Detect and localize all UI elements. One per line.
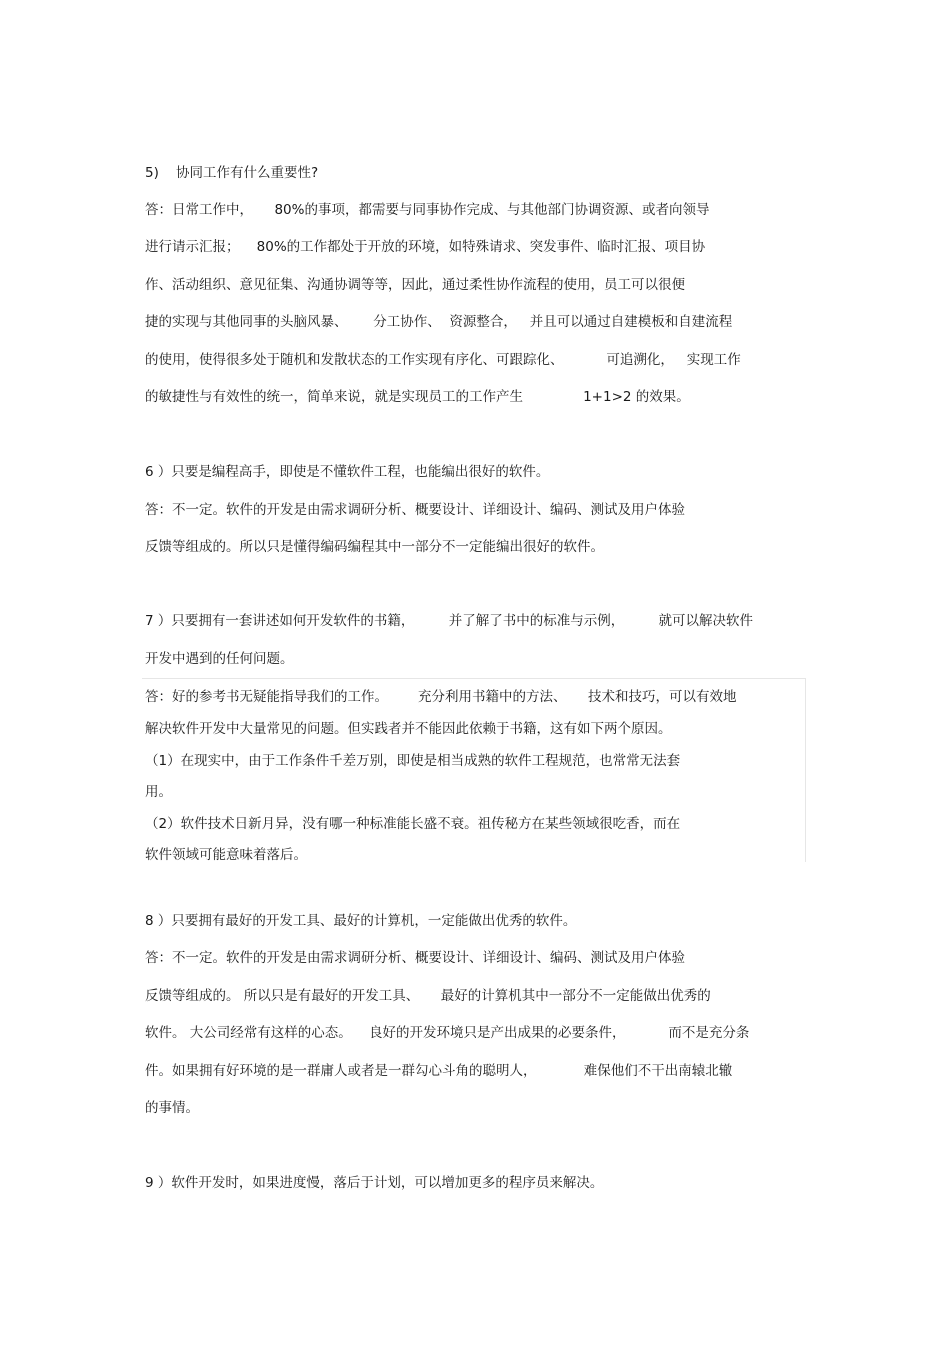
answer-7-line-4: 用。 [145,784,172,800]
question-5: 5) 协同工作有什么重要性? [145,165,319,181]
question-6: 6 ）只要是编程高手，即使是不懂软件工程，也能编出很好的软件。 [145,464,550,480]
answer-8-line-2: 反馈等组成的。 所以只是有最好的开发工具、 最好的计算机其中一部分不一定能做出优秀的 [145,988,711,1004]
answer-6-line-2: 反馈等组成的。所以只是懂得编码编程其中一部分不一定能编出很好的软件。 [145,539,604,555]
answer-6-line-1: 答：不一定。软件的开发是由需求调研分析、概要设计、详细设计、编码、测试及用户体验 [145,502,685,518]
answer-5-line-6: 的敏捷性与有效性的统一，简单来说，就是实现员工的工作产生 1+1>2 的效果。 [145,389,690,405]
answer-7-line-1: 答：好的参考书无疑能指导我们的工作。 充分利用书籍中的方法、 技术和技巧，可以有效地 [145,689,737,705]
answer-5-line-4: 捷的实现与其他同事的头脑风暴、 分工协作、 资源整合， 并且可以通过自建模板和自建流程 [145,314,733,330]
question-7-line-2: 开发中遇到的任何问题。 [145,651,294,667]
answer-8-line-1: 答：不一定。软件的开发是由需求调研分析、概要设计、详细设计、编码、测试及用户体验 [145,950,685,966]
answer-7-line-6: 软件领域可能意味着落后。 [145,847,307,863]
answer-5-line-1: 答：日常工作中， 80%的事项，都需要与同事协作完成、与其他部门协调资源、或者向领导 [145,202,710,218]
question-9: 9 ）软件开发时，如果进度慢，落后于计划，可以增加更多的程序员来解决。 [145,1175,604,1191]
answer-7-line-3: （1）在现实中，由于工作条件千差万别，即使是相当成熟的软件工程规范，也常常无法套 [145,753,681,769]
question-8: 8 ）只要拥有最好的开发工具、最好的计算机，一定能做出优秀的软件。 [145,913,577,929]
answer-8-line-5: 的事情。 [145,1100,199,1116]
answer-8-line-4: 件。如果拥有好环境的是一群庸人或者是一群勾心斗角的聪明人， 难保他们不干出南辕北辙 [145,1063,733,1079]
question-7-line-1: 7 ）只要拥有一套讲述如何开发软件的书籍， 并了解了书中的标准与示例， 就可以解决软件 [145,613,754,629]
answer-8-line-3: 软件。 大公司经常有这样的心态。 良好的开发环境只是产出成果的必要条件， 而不是充分条 [145,1025,750,1041]
answer-5-line-2: 进行请示汇报； 80%的工作都处于开放的环境，如特殊请求、突发事件、临时汇报、项目协 [145,239,706,255]
answer-7-line-5: （2）软件技术日新月异，没有哪一种标准能长盛不衰。祖传秘方在某些领域很吃香，而在 [145,816,681,832]
answer-5-line-3: 作、活动组织、意见征集、沟通协调等等，因此，通过柔性协作流程的使用，员工可以很便 [145,277,685,293]
answer-5-line-5: 的使用，使得很多处于随机和发散状态的工作实现有序化、可跟踪化、 可追溯化， 实现工作 [145,352,741,368]
answer-7-line-2: 解决软件开发中大量常见的问题。但实践者并不能因此依赖于书籍，这有如下两个原因。 [145,721,672,737]
